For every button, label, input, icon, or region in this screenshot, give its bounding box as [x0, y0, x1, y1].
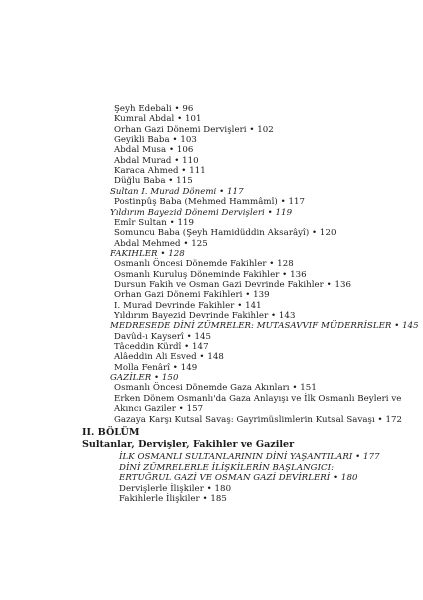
- toc-entry: Tâceddin Kürdî • 147: [114, 342, 209, 353]
- toc-entry: Yıldırım Bayezid Devrinde Fakihler • 143: [114, 311, 296, 321]
- toc-entry: Alâeddin Ali Esved • 148: [114, 352, 224, 363]
- toc-entry: GAZİLER • 150: [110, 373, 179, 384]
- part-title: Sultanlar, Dervişler, Fakihler ve Gaziler: [82, 439, 295, 450]
- toc-entry: Dervişlerle İlişkiler • 180: [119, 483, 232, 494]
- toc-entry: Geyikli Baba • 103: [114, 135, 197, 146]
- part-number: II. BÖLÜM: [82, 427, 140, 438]
- toc-entry: Akıncı Gaziler • 157: [114, 404, 204, 415]
- toc-entry: Molla Fenârî • 149: [114, 362, 198, 373]
- toc-entry: Davûd-ı Kayserî • 145: [114, 331, 212, 342]
- toc-entry: Sultan I. Murad Dönemi • 117: [110, 186, 244, 197]
- toc-entry: ERTUĞRUL GAZİ VE OSMAN GAZİ DEVİRLERİ • 180: [119, 473, 358, 483]
- toc-entry: İLK OSMANLI SULTANLARININ DİNİ YAŞANTILARI • 177: [119, 452, 380, 462]
- toc-entry: I. Murad Devrinde Fakihler • 141: [114, 300, 262, 311]
- toc-entry: Osmanlı Öncesi Dönemde Gaza Akınları • 151: [114, 383, 317, 394]
- toc-entry: Şeyh Edebali • 96: [114, 104, 194, 114]
- toc-entry: Karaca Ahmed • 111: [114, 166, 206, 177]
- toc-entry: Abdal Murad • 110: [114, 155, 199, 166]
- toc-entry: DİNİ ZÜMRELERLE İLİŞKİLERİN BAŞLANGICI:: [119, 462, 335, 473]
- toc-entry: Erken Dönem Osmanlı'da Gaza Anlayışı ve İlk Osmanlı Beyleri ve: [114, 393, 402, 404]
- toc-entry: Düğlu Baba • 115: [114, 176, 193, 187]
- toc-entry: Yıldırım Bayezid Dönemi Dervişleri • 119: [110, 207, 293, 218]
- toc-entry: Dursun Fakih ve Osman Gazi Devrinde Fakihler • 136: [114, 279, 352, 290]
- toc-entry: Orhan Gazi Dönemi Dervişleri • 102: [114, 124, 274, 135]
- toc-entry: Abdal Mehmed • 125: [114, 238, 208, 249]
- toc-entry: MEDRESEDE DİNİ ZÜMRELER: MUTASAVVIF MÜDERRİSLER • 145: [110, 321, 419, 332]
- toc-entry: Orhan Gazi Dönemi Fakihleri • 139: [114, 290, 270, 301]
- toc-entry: Somuncu Baba (Şeyh Hamidüddin Aksarâyî) • 120: [114, 228, 337, 239]
- toc-entry: Gazaya Karşı Kutsal Savaş: Gayrimüslimlerin Kutsal Savaşı • 172: [114, 414, 403, 425]
- toc-entry: Osmanlı Kuruluş Döneminde Fakihler • 136: [114, 269, 307, 280]
- toc-entry: Abdal Musa • 106: [114, 145, 194, 156]
- toc-entry: Emîr Sultan • 119: [114, 217, 195, 228]
- toc-entry: Fakihlerle İlişkiler • 185: [119, 494, 227, 504]
- toc-entry: Kumral Abdal • 101: [114, 114, 202, 125]
- toc-entry: FAKIHLER • 128: [110, 248, 185, 259]
- toc-entry: Osmanlı Öncesi Dönemde Fakihler • 128: [114, 259, 294, 270]
- toc-entry: Postinpûş Baba (Mehmed Hammâmî) • 117: [114, 197, 306, 208]
